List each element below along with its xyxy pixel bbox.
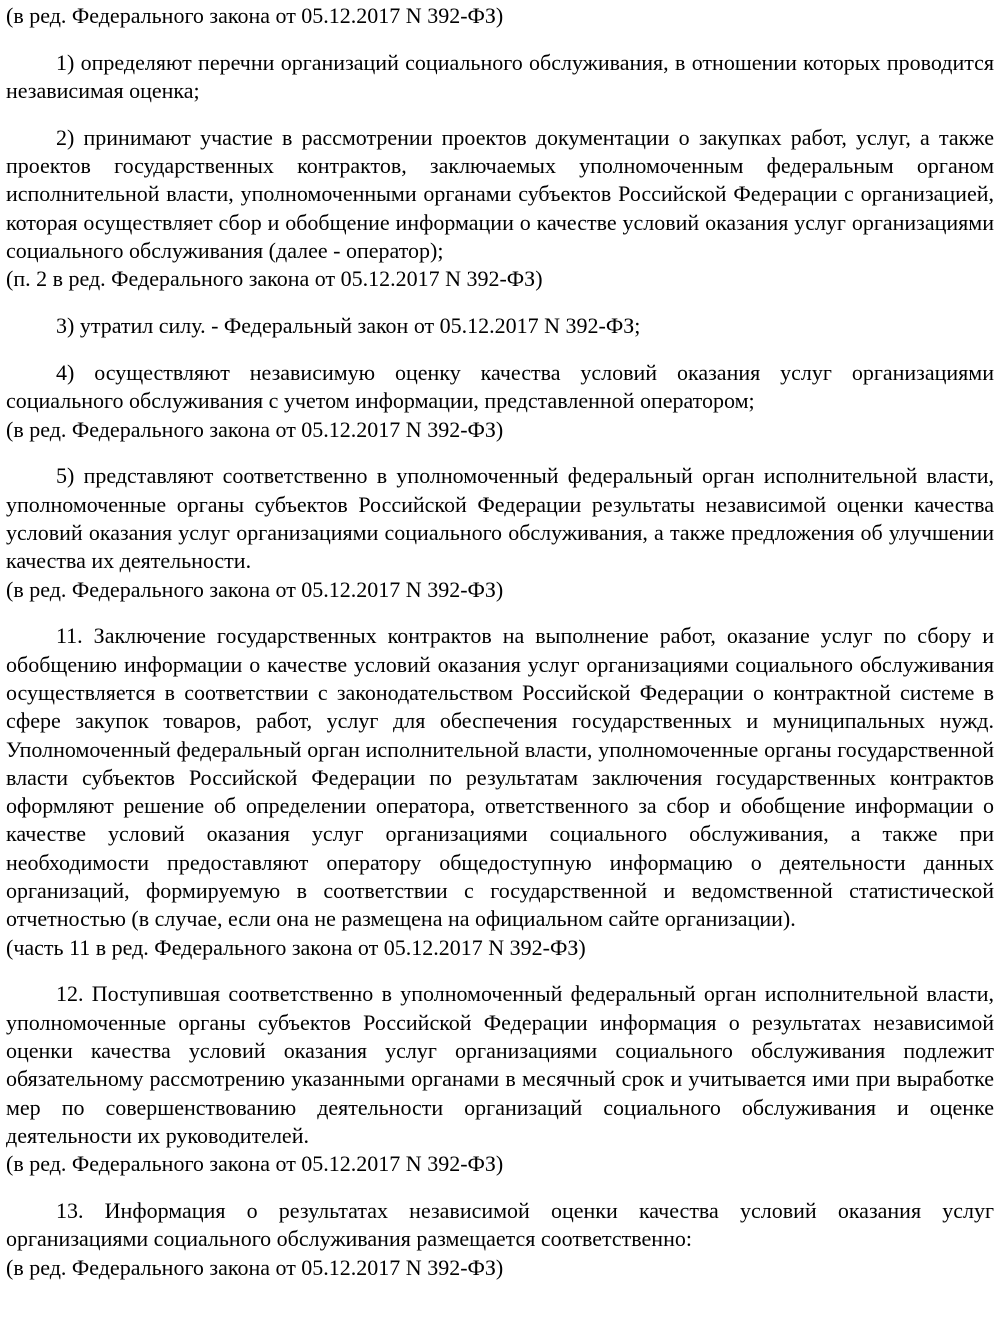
paragraph-item-2: 2) принимают участие в рассмотрении проектов документации о закупках работ, услуг, а также проектов государственных контрактов, заключаемых уполномоченным федеральным органом исполнительной власти, уполномоченными органами субъектов Российской Федерации с организацией, которая осуществляет сбор и обобщение информации о качестве условий оказания услуг организациями социального обслуживания (далее - оператор);	[6, 124, 994, 264]
edition-note: (в ред. Федерального закона от 05.12.2017 N 392-ФЗ)	[6, 1254, 504, 1280]
paragraph-item-5: 5) представляют соответственно в уполномоченный федеральный орган исполнительной власти, уполномоченные органы субъектов Российской Федерации результаты независимой оценки качества условий оказания услуг организациями социального обслуживания, а также предложения об улучшении качества их деятельности.	[6, 463, 994, 574]
paragraph-gap	[6, 294, 994, 313]
paragraph-part-13: 13. Информация о результатах независимой оценки качества условий оказания услуг организациями социального обслуживания размещается соответственно:	[6, 1197, 994, 1252]
edition-note: (в ред. Федерального закона от 05.12.2017 N 392-ФЗ)	[6, 576, 504, 602]
edition-note: (в ред. Федерального закона от 05.12.2017 N 392-ФЗ)	[6, 416, 504, 442]
edition-note: (в ред. Федерального закона от 05.12.2017 N 392-ФЗ)	[6, 1151, 504, 1177]
paragraph-item-1: 1) определяют перечни организаций социального обслуживания, в отношении которых проводится независимая оценка;	[6, 49, 994, 104]
paragraph-part-12: 12. Поступившая соответственно в уполномоченный федеральный орган исполнительной власти, уполномоченные органы субъектов Российской Федерации информация о результатах независимой оценки качества условий оказания услуг организациями социального обслуживания подлежит обязательному рассмотрению указанными органами в месячный срок и учитывается ими при выработке мер по совершенствованию деятельности организаций социального обслуживания и оценке деятельности их руководителей.	[6, 981, 994, 1148]
paragraph-item-3: 3) утратил силу. - Федеральный закон от 05.12.2017 N 392-ФЗ;	[56, 313, 641, 339]
paragraph-gap	[6, 604, 994, 623]
paragraph-gap	[6, 1178, 994, 1197]
paragraph-item-4: 4) осуществляют независимую оценку качества условий оказания услуг организациями социального обслуживания с учетом информации, представленной оператором;	[6, 359, 994, 414]
paragraph-gap	[6, 30, 994, 49]
edition-note: (п. 2 в ред. Федерального закона от 05.12.2017 N 392-ФЗ)	[6, 266, 543, 292]
paragraph-gap	[6, 105, 994, 124]
document-page	[6, 2, 994, 1282]
edition-note: (в ред. Федерального закона от 05.12.2017 N 392-ФЗ)	[6, 3, 504, 28]
paragraph-gap	[6, 340, 994, 359]
paragraph-gap	[6, 444, 994, 463]
paragraph-part-11: 11. Заключение государственных контрактов на выполнение работ, оказание услуг по сбору и обобщению информации о качестве условий оказания услуг организациями социального обслуживания осуществляется в соответствии с законодательством Российской Федерации о контрактной системе в сфере закупок товаров, работ, услуг для обеспечения государственных и муниципальных нужд. Уполномоченный федеральный орган исполнительной власти, уполномоченные органы государственной власти субъектов Российской Федерации по результатам заключения государственных контрактов оформляют решение об определении оператора, ответственного за сбор и обобщение информации о качестве условий оказания услуг организациями социального обслуживания, а также при необходимости предоставляют оператору общедоступную информацию о деятельности данных организаций, формируемую в соответствии с государственной и ведомственной статистической отчетностью (в случае, если она не размещена на официальном сайте организации).	[6, 623, 994, 932]
paragraph-gap	[6, 962, 994, 981]
edition-note: (часть 11 в ред. Федерального закона от 05.12.2017 N 392-ФЗ)	[6, 934, 586, 960]
